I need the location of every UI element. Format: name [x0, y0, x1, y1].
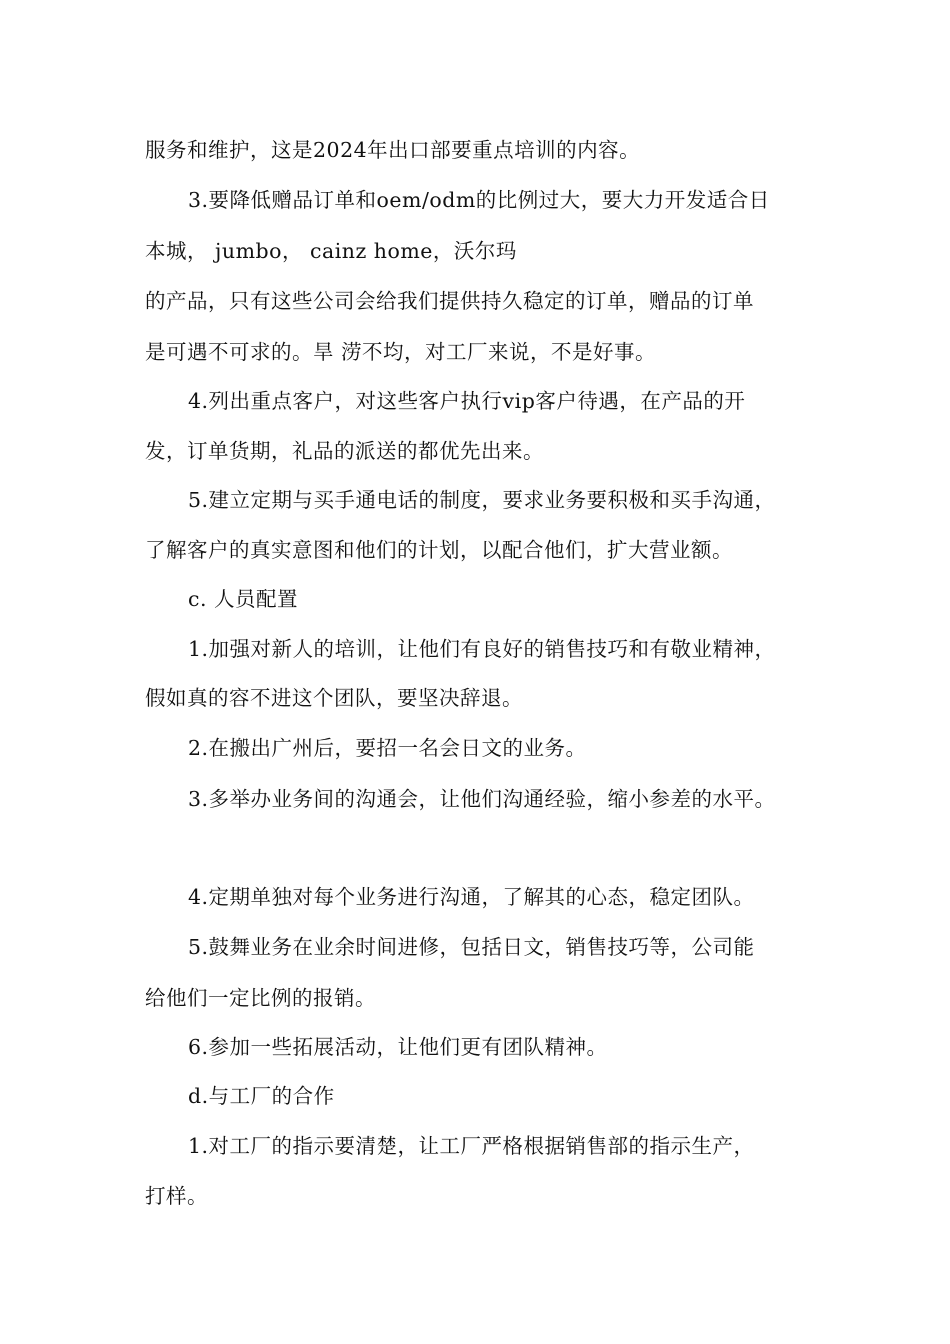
list-item-4: 4.定期单独对每个业务进行沟通，了解其的心态，稳定团队。 — [188, 885, 755, 909]
list-item-2: 2.在搬出广州后，要招一名会日文的业务。 — [188, 736, 587, 760]
list-item-4-line-2: 发，订单货期，礼品的派送的都优先出来。 — [145, 439, 544, 463]
list-item-4-line-1: 4.列出重点客户，对这些客户执行vip客户待遇，在产品的开 — [188, 389, 746, 413]
list-item-3-line-2: 本城， jumbo， cainz home，沃尔玛 — [145, 239, 517, 263]
text-line: 是可遇不可求的。旱 涝不均，对工厂来说，不是好事。 — [145, 340, 657, 364]
list-item-5-line-1: 5.鼓舞业务在业余时间进修，包括日文，销售技巧等，公司能 — [188, 935, 755, 959]
text-line: 服务和维护，这是2024年出口部要重点培训的内容。 — [145, 138, 641, 162]
list-item-3: 3.多举办业务间的沟通会，让他们沟通经验，缩小参差的水平。 — [188, 787, 776, 811]
list-item-1-line-1: 1.对工厂的指示要清楚，让工厂严格根据销售部的指示生产， — [188, 1134, 755, 1158]
list-item-1-line-2: 假如真的容不进这个团队，要坚决辞退。 — [145, 686, 523, 710]
list-item-6: 6.参加一些拓展活动，让他们更有团队精神。 — [188, 1035, 608, 1059]
section-heading-c: c. 人员配置 — [188, 587, 299, 611]
list-item-5-line-1: 5.建立定期与买手通电话的制度，要求业务要积极和买手沟通， — [188, 488, 776, 512]
list-item-1-line-2: 打样。 — [145, 1184, 208, 1208]
list-item-5-line-2: 给他们一定比例的报销。 — [145, 986, 376, 1010]
list-item-1-line-1: 1.加强对新人的培训，让他们有良好的销售技巧和有敬业精神， — [188, 637, 776, 661]
section-heading-d: d.与工厂的合作 — [188, 1084, 335, 1108]
list-item-3-line-1: 3.要降低赠品订单和oem/odm的比例过大，要大力开发适合日 — [188, 188, 770, 212]
text-line: 的产品，只有这些公司会给我们提供持久稳定的订单，赠品的订单 — [145, 289, 754, 313]
list-item-5-line-2: 了解客户的真实意图和他们的计划，以配合他们，扩大营业额。 — [145, 538, 733, 562]
